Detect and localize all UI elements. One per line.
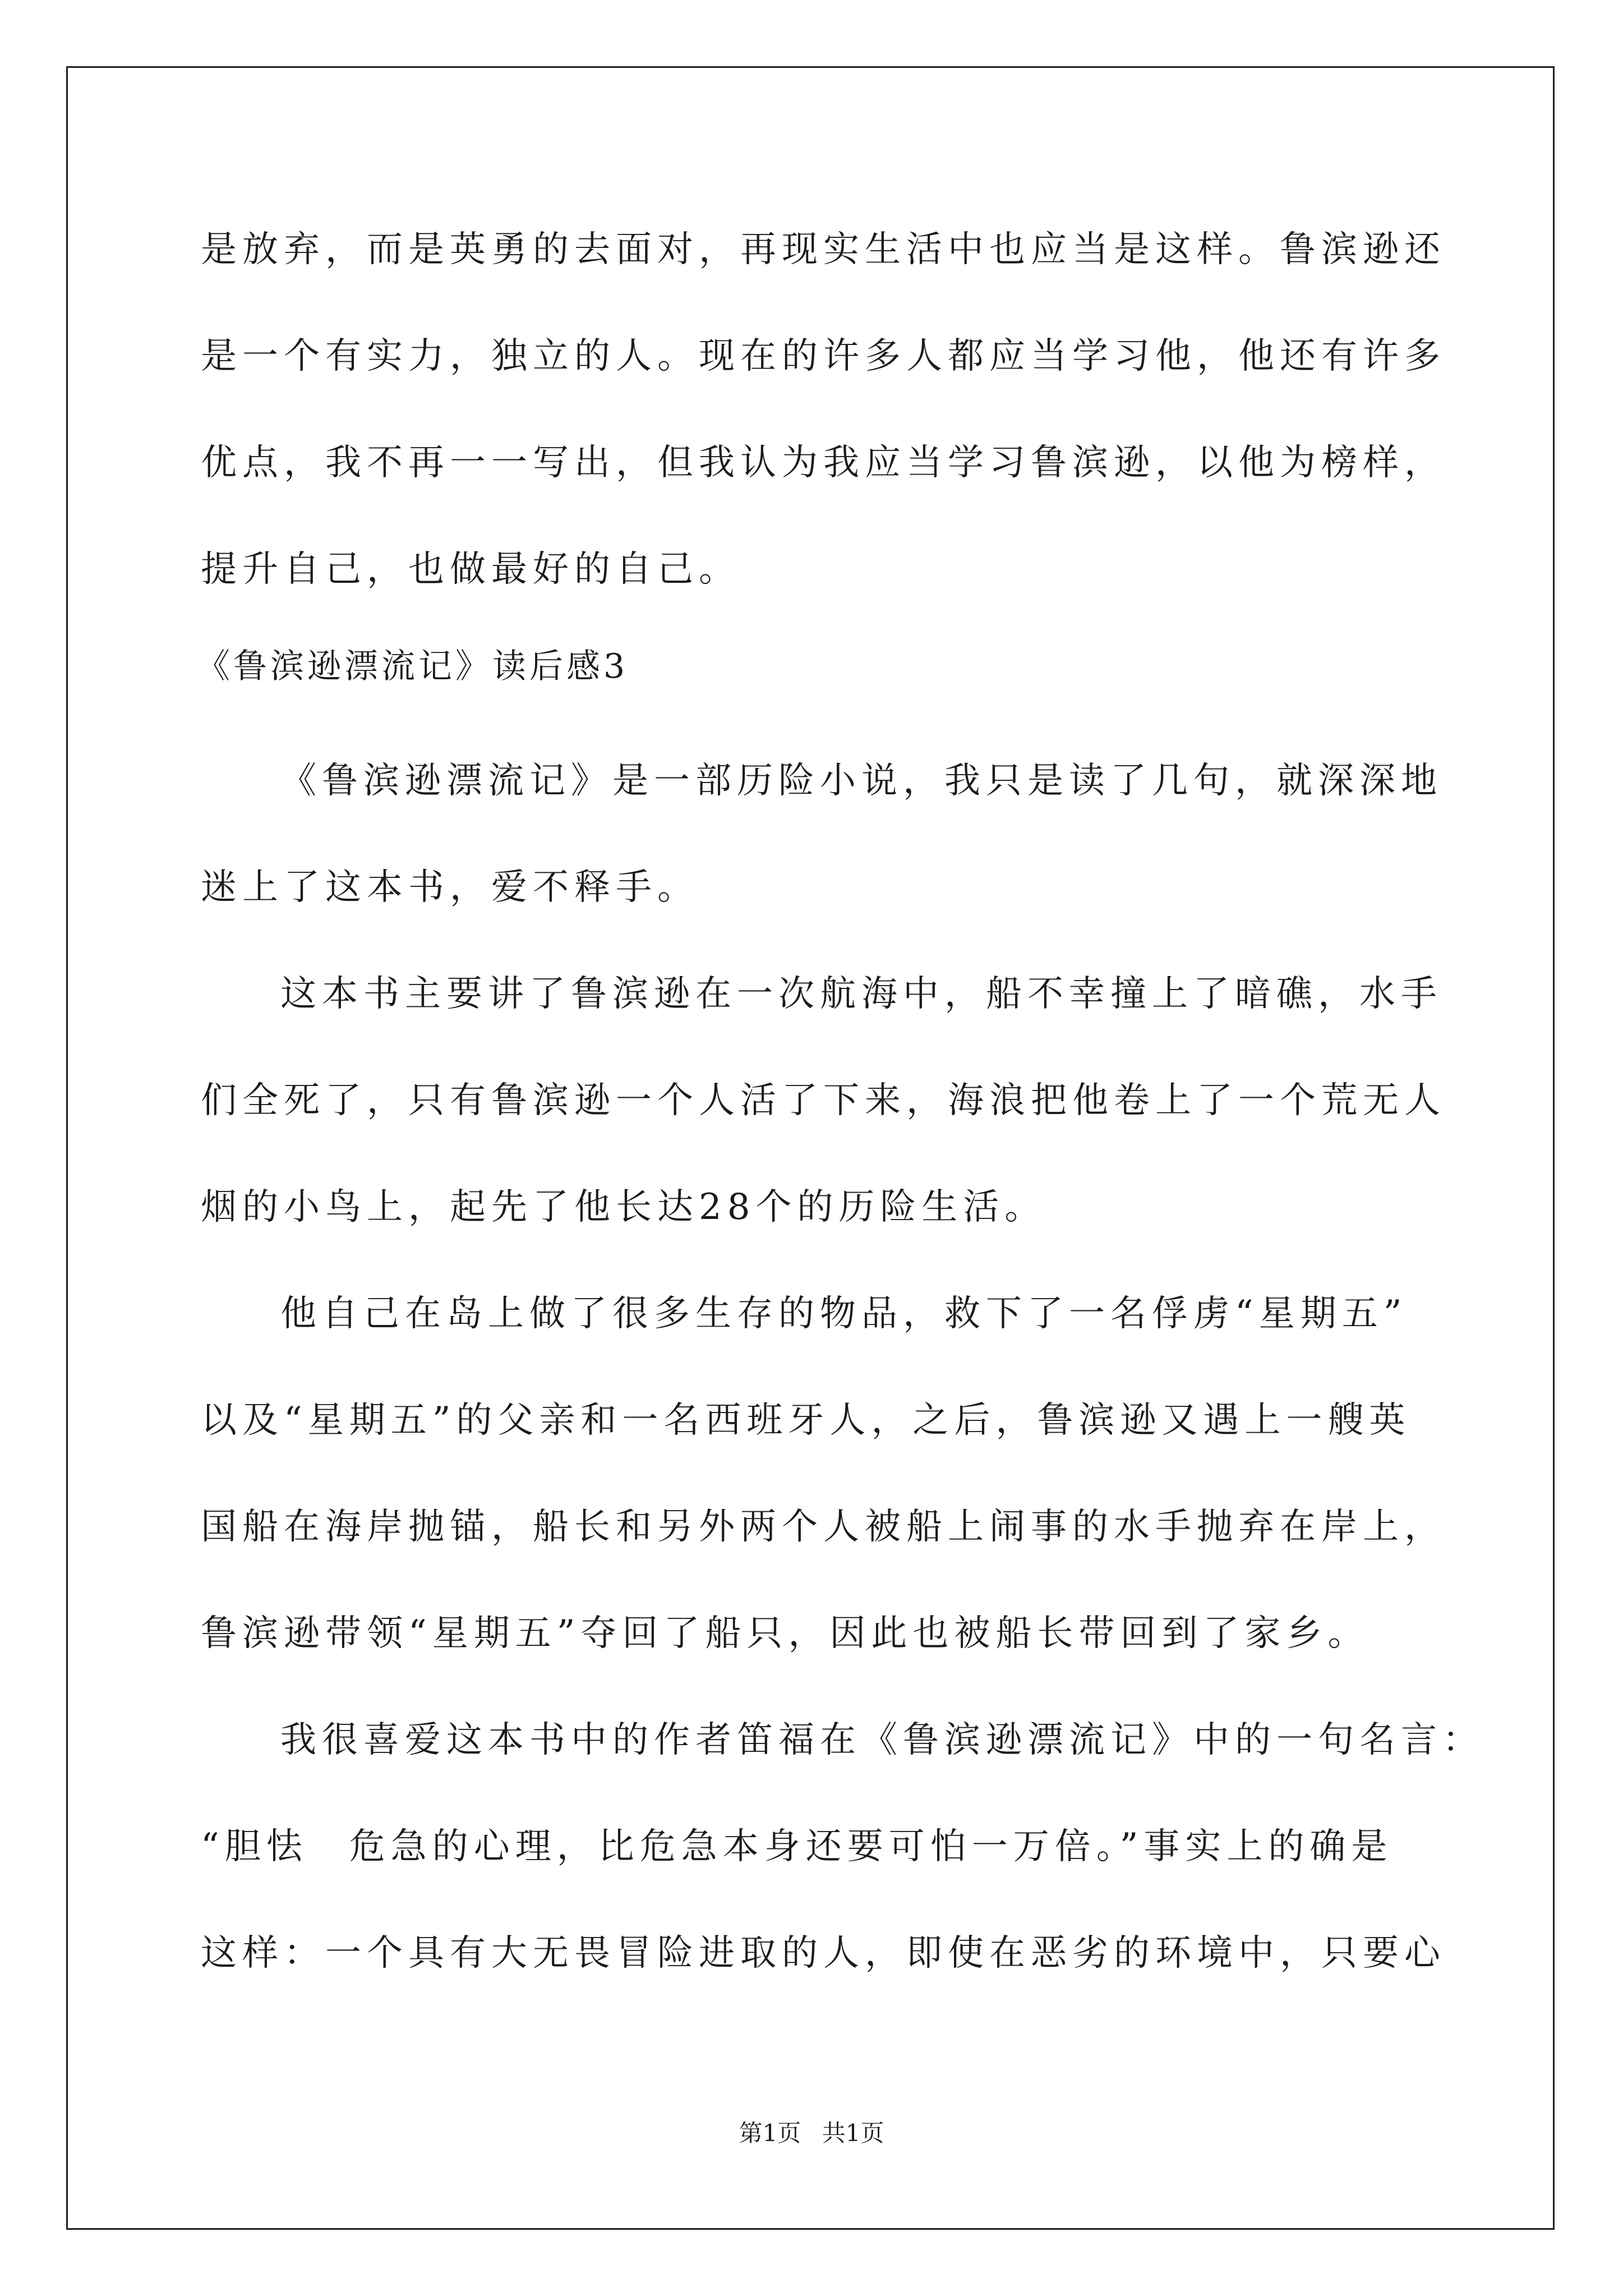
body-line: 们全死了，只有鲁滨逊一个人活了下来，海浪把他卷上了一个荒无人 bbox=[201, 1080, 1446, 1121]
body-line: 他自己在岛上做了很多生存的物品，救下了一名俘虏“星期五” bbox=[280, 1293, 1408, 1335]
page-footer bbox=[0, 2118, 1623, 2149]
body-line: 这本书主要讲了鲁滨逊在一次航海中，船不幸撞上了暗礁，水手 bbox=[280, 973, 1442, 1015]
page-total: 共1页 bbox=[822, 2119, 884, 2147]
body-line: “胆怯 危急的心理，比危急本身还要可怕一万倍。”事实上的确是 bbox=[201, 1826, 1393, 1867]
body-line: 我很喜爱这本书中的作者笛福在《鲁滨逊漂流记》中的一句名言： bbox=[280, 1719, 1484, 1761]
page-border bbox=[66, 66, 1555, 2230]
body-line: 《鲁滨逊漂流记》是一部历险小说，我只是读了几句，就深深地 bbox=[280, 760, 1442, 802]
body-line: 鲁滨逊带领“星期五”夺回了船只，因此也被船长带回到了家乡。 bbox=[201, 1613, 1370, 1654]
body-line: 提升自己，也做最好的自己。 bbox=[201, 549, 740, 590]
section-heading: 《鲁滨逊漂流记》读后感3 bbox=[196, 647, 629, 686]
body-line: 国船在海岸抛锚，船长和另外两个人被船上闹事的水手抛弃在岸上， bbox=[201, 1506, 1446, 1548]
body-line: 迷上了这本书，爱不释手。 bbox=[201, 867, 699, 908]
body-line: 是放弃，而是英勇的去面对，再现实生活中也应当是这样。鲁滨逊还 bbox=[201, 229, 1446, 270]
body-line: 这样：一个具有大无畏冒险进取的人，即使在恶劣的环境中，只要心 bbox=[201, 1932, 1446, 1974]
body-line: 是一个有实力，独立的人。现在的许多人都应当学习他，他还有许多 bbox=[201, 335, 1446, 377]
page-number: 第1页 bbox=[739, 2119, 801, 2147]
body-line: 烟的小鸟上，起先了他长达28个的历险生活。 bbox=[201, 1186, 1046, 1228]
body-line: 以及“星期五”的父亲和一名西班牙人，之后，鲁滨逊又遇上一艘英 bbox=[201, 1400, 1411, 1441]
body-line: 优点，我不再一一写出，但我认为我应当学习鲁滨逊，以他为榜样， bbox=[201, 442, 1446, 484]
